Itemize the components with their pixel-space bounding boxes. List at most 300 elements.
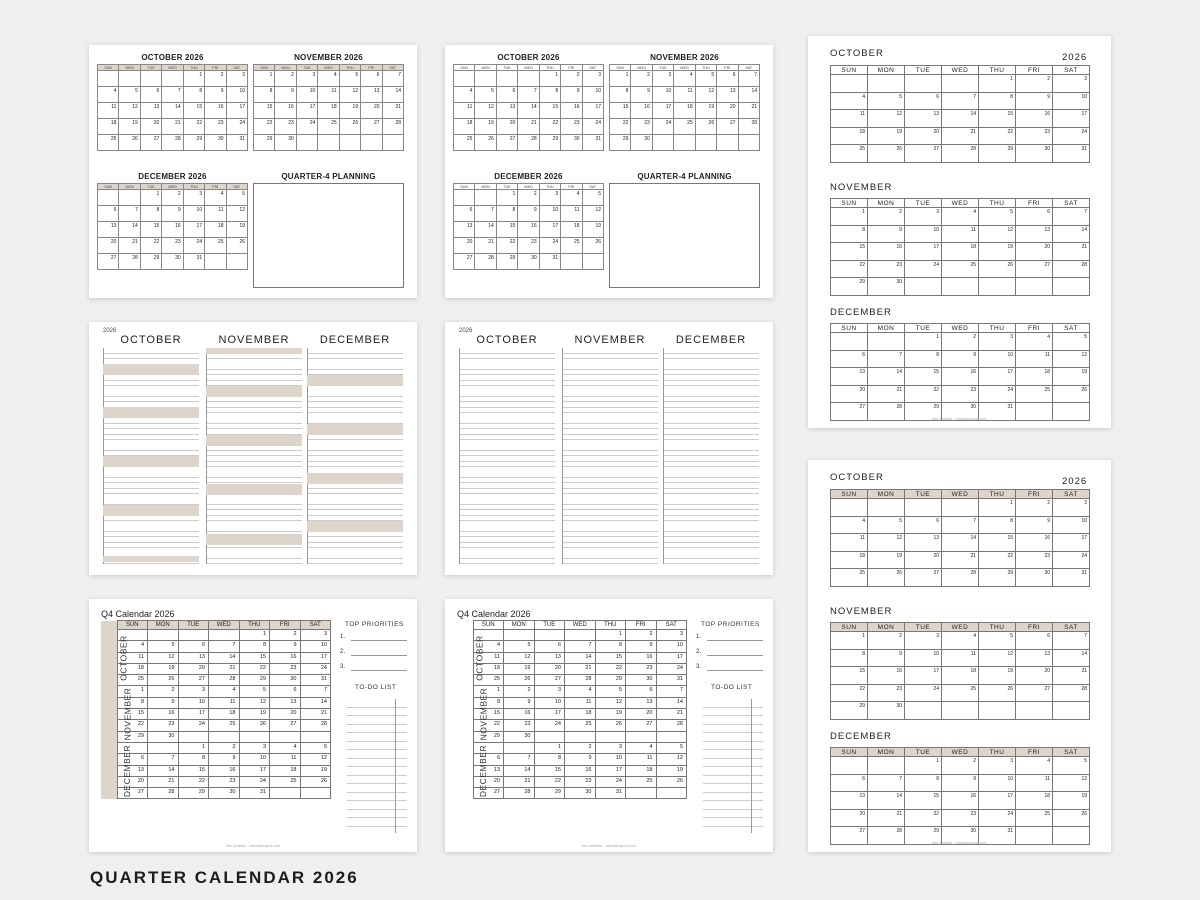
day-cell: 11 [831, 110, 868, 128]
day-cell: 16 [1016, 110, 1053, 128]
day-cell: 24 [534, 720, 565, 731]
week-row [457, 630, 687, 641]
day-cell: 26 [868, 145, 905, 163]
day-cell: 25 [565, 720, 596, 731]
weekday-header: THU [979, 324, 1016, 333]
day-cell: 14 [300, 697, 331, 708]
weekday-header: FRI [1016, 623, 1053, 632]
day-cell: 31 [595, 788, 626, 799]
day-cell [534, 630, 565, 641]
day-cell: 7 [1053, 208, 1090, 226]
week-row [831, 333, 1090, 351]
day-cell: 9 [868, 649, 905, 667]
day-cell: 11 [270, 754, 301, 765]
day-cell: 19 [1053, 792, 1090, 810]
weekday-header: WED [565, 621, 596, 630]
day-cell [209, 630, 240, 641]
weekend-shade [206, 348, 302, 354]
day-cell: 7 [148, 754, 179, 765]
day-cell: 12 [1053, 774, 1090, 792]
day-cell: 2 [148, 686, 179, 697]
day-cell: 29 [140, 254, 161, 270]
day-cell [905, 702, 942, 720]
day-cell: 15 [831, 243, 868, 261]
day-cell: 12 [979, 649, 1016, 667]
footnote: free printable · calendarsquick.com [225, 844, 281, 848]
day-cell: 12 [868, 534, 905, 552]
weekday-header: SAT [582, 65, 603, 71]
day-cell [205, 254, 226, 270]
day-cell: 9 [942, 350, 979, 368]
day-cell: 3 [979, 757, 1016, 775]
day-cell: 18 [942, 667, 979, 685]
day-cell: 6 [140, 87, 161, 103]
day-cell: 7 [738, 71, 759, 87]
corner-cell [457, 621, 473, 630]
weekday-header: SAT [656, 621, 687, 630]
day-cell: 5 [300, 742, 331, 753]
day-cell: 17 [652, 103, 673, 119]
day-cell: 11 [674, 87, 695, 103]
day-cell: 1 [254, 71, 275, 87]
day-cell: 26 [1053, 385, 1090, 403]
weekend-shade [103, 456, 199, 467]
day-cell: 4 [205, 190, 226, 206]
day-cell: 25 [674, 119, 695, 135]
day-cell [905, 278, 942, 296]
week-row [101, 630, 331, 641]
day-cell: 21 [148, 776, 179, 787]
day-cell: 2 [1016, 75, 1053, 93]
day-cell [695, 135, 716, 151]
day-cell [226, 254, 247, 270]
day-cell: 31 [979, 403, 1016, 421]
weekday-header: TUE [534, 621, 565, 630]
page-caption: QUARTER CALENDAR 2026 [90, 868, 359, 887]
day-cell: 27 [831, 403, 868, 421]
weekday-header: FRI [561, 184, 582, 190]
day-cell: 4 [942, 208, 979, 226]
todo-divider [395, 699, 396, 833]
day-cell: 27 [1016, 684, 1053, 702]
day-cell: 30 [868, 278, 905, 296]
day-cell: 20 [454, 238, 475, 254]
day-cell: 20 [140, 119, 161, 135]
day-cell: 17 [1053, 110, 1090, 128]
day-cell: 9 [942, 774, 979, 792]
day-cell: 12 [868, 110, 905, 128]
weekday-header: THU [979, 623, 1016, 632]
day-cell: 13 [1016, 225, 1053, 243]
day-cell: 9 [631, 87, 652, 103]
day-cell: 17 [979, 792, 1016, 810]
day-cell: 29 [979, 145, 1016, 163]
day-cell: 29 [831, 278, 868, 296]
day-cell: 22 [539, 119, 560, 135]
day-cell: 17 [300, 652, 331, 663]
day-cell: 6 [1016, 208, 1053, 226]
day-cell: 28 [868, 827, 905, 845]
day-cell: 26 [595, 720, 626, 731]
day-cell: 4 [209, 686, 240, 697]
day-cell: 27 [626, 720, 657, 731]
day-cell: 14 [868, 792, 905, 810]
weekday-header: THU [979, 748, 1016, 757]
day-cell: 2 [942, 333, 979, 351]
week-row [610, 103, 760, 119]
weekday-header: TUE [905, 199, 942, 208]
month-grid [830, 747, 1090, 845]
day-cell: 27 [361, 119, 382, 135]
weekday-header: MON [275, 65, 296, 71]
week-row [831, 757, 1090, 775]
day-cell: 20 [1016, 243, 1053, 261]
week-row [831, 127, 1090, 145]
weekday-header: FRI [205, 65, 226, 71]
week-row [101, 742, 331, 753]
week-row [98, 222, 248, 238]
day-cell: 11 [831, 534, 868, 552]
week-row [610, 87, 760, 103]
day-cell: 28 [942, 145, 979, 163]
day-cell: 1 [183, 71, 204, 87]
day-cell [239, 731, 270, 742]
day-cell: 28 [565, 675, 596, 686]
day-lines [562, 348, 658, 564]
day-cell: 14 [518, 103, 539, 119]
day-cell: 3 [296, 71, 317, 87]
week-row [101, 641, 331, 652]
footnote: free printable · calendarsquick.com [581, 844, 637, 848]
day-cell: 9 [1016, 516, 1053, 534]
day-cell [300, 731, 331, 742]
day-cell: 20 [496, 119, 517, 135]
day-cell: 13 [717, 87, 738, 103]
week-row [610, 135, 760, 151]
priorities-label: TOP PRIORITIES [345, 621, 404, 628]
week-row [101, 686, 331, 697]
day-cell: 30 [565, 788, 596, 799]
day-cell: 11 [454, 103, 475, 119]
weekday-header: MON [631, 65, 652, 71]
day-cell: 7 [475, 206, 496, 222]
weekend-shade [307, 521, 403, 532]
weekday-header: WED [674, 65, 695, 71]
day-cell: 30 [942, 827, 979, 845]
day-cell: 27 [98, 254, 119, 270]
day-cell: 31 [1053, 569, 1090, 587]
weekend-shade [206, 435, 302, 446]
month-grid [609, 64, 760, 151]
day-cell: 29 [254, 135, 275, 151]
week-row [454, 103, 604, 119]
day-cell: 17 [979, 368, 1016, 386]
day-cell: 28 [209, 675, 240, 686]
day-cell: 9 [518, 206, 539, 222]
day-cell: 30 [1016, 145, 1053, 163]
day-cell: 1 [905, 757, 942, 775]
week-row [254, 103, 404, 119]
day-cell: 14 [382, 87, 403, 103]
day-cell: 19 [595, 709, 626, 720]
day-cell: 31 [183, 254, 204, 270]
day-cell: 25 [831, 569, 868, 587]
day-cell: 26 [504, 675, 535, 686]
day-cell [475, 71, 496, 87]
day-cell: 10 [183, 206, 204, 222]
week-row [454, 135, 604, 151]
day-cell [1016, 278, 1053, 296]
day-cell: 6 [831, 774, 868, 792]
weekday-header: SUN [610, 65, 631, 71]
week-row [101, 776, 331, 787]
week-row [831, 75, 1090, 93]
day-cell: 15 [539, 103, 560, 119]
day-cell: 21 [1053, 667, 1090, 685]
day-cell: 25 [318, 119, 339, 135]
day-cell: 10 [905, 649, 942, 667]
day-cell: 16 [942, 368, 979, 386]
day-cell [868, 75, 905, 93]
day-cell: 2 [565, 742, 596, 753]
week-row [457, 754, 687, 765]
year-label: 2026 [1062, 52, 1088, 63]
day-cell: 23 [626, 663, 657, 674]
day-cell [119, 71, 140, 87]
day-cell [942, 278, 979, 296]
weekend-shade [103, 556, 199, 562]
day-cell: 9 [565, 754, 596, 765]
day-cell [98, 71, 119, 87]
day-cell: 4 [473, 641, 504, 652]
day-cell: 18 [674, 103, 695, 119]
day-cell: 21 [300, 709, 331, 720]
week-row [98, 119, 248, 135]
priority-line [351, 670, 407, 671]
day-cell: 19 [582, 222, 603, 238]
day-cell [717, 135, 738, 151]
month-title: DECEMBER [830, 307, 892, 318]
priority-line [707, 655, 763, 656]
weekday-header: WED [942, 623, 979, 632]
week-row [457, 652, 687, 663]
weekday-header: FRI [626, 621, 657, 630]
day-cell: 11 [626, 754, 657, 765]
day-cell: 2 [205, 71, 226, 87]
priority-number: 2. [696, 649, 702, 655]
day-cell [868, 757, 905, 775]
day-cell: 29 [905, 827, 942, 845]
week-row [831, 569, 1090, 587]
day-cell: 22 [905, 809, 942, 827]
day-cell: 31 [1053, 145, 1090, 163]
day-cell: 1 [595, 630, 626, 641]
day-cell: 17 [656, 652, 687, 663]
weekday-header: MON [868, 66, 905, 75]
day-cell: 20 [361, 103, 382, 119]
day-cell: 24 [178, 720, 209, 731]
day-cell: 6 [534, 641, 565, 652]
month-title: DECEMBER [830, 731, 892, 742]
day-cell [496, 71, 517, 87]
day-cell: 22 [117, 720, 148, 731]
weekend-shade [307, 375, 403, 386]
day-cell: 28 [504, 788, 535, 799]
day-cell [674, 135, 695, 151]
month-side-label: DECEMBER [478, 744, 489, 797]
week-row [98, 87, 248, 103]
day-cell: 4 [831, 92, 868, 110]
day-cell: 1 [539, 71, 560, 87]
day-cell: 13 [905, 110, 942, 128]
weekday-header: WED [942, 66, 979, 75]
day-cell: 8 [905, 350, 942, 368]
weekday-header: FRI [1016, 490, 1053, 499]
day-cell: 11 [942, 649, 979, 667]
day-cell: 11 [1016, 774, 1053, 792]
day-cell: 10 [979, 774, 1016, 792]
day-cell [119, 190, 140, 206]
day-cell: 2 [162, 190, 183, 206]
weekday-header: FRI [1016, 748, 1053, 757]
day-cell [270, 788, 301, 799]
week-row [831, 516, 1090, 534]
week-row [831, 368, 1090, 386]
weekday-header: THU [695, 65, 716, 71]
day-cell: 25 [205, 238, 226, 254]
week-row [457, 686, 687, 697]
day-cell: 26 [119, 135, 140, 151]
day-cell: 9 [1016, 92, 1053, 110]
day-cell [209, 731, 240, 742]
day-cell: 15 [979, 110, 1016, 128]
weekday-header: TUE [496, 184, 517, 190]
day-cell: 31 [582, 135, 603, 151]
weekday-header: SAT [1053, 623, 1090, 632]
day-cell: 23 [205, 119, 226, 135]
day-cell: 22 [905, 385, 942, 403]
weekday-header: WED [942, 199, 979, 208]
day-cell: 16 [205, 103, 226, 119]
day-cell: 6 [361, 71, 382, 87]
day-cell [475, 190, 496, 206]
day-cell: 2 [561, 71, 582, 87]
day-cell: 25 [209, 720, 240, 731]
planning-title: QUARTER-4 PLANNING [637, 172, 732, 181]
week-row [831, 278, 1090, 296]
day-cell: 6 [454, 206, 475, 222]
day-cell: 17 [539, 222, 560, 238]
day-cell: 26 [656, 776, 687, 787]
day-cell: 7 [162, 87, 183, 103]
day-cell [504, 630, 535, 641]
day-cell: 13 [140, 103, 161, 119]
day-cell: 10 [296, 87, 317, 103]
day-cell: 10 [979, 350, 1016, 368]
day-cell: 5 [582, 190, 603, 206]
week-row [457, 663, 687, 674]
day-cell: 20 [473, 776, 504, 787]
day-cell: 9 [148, 697, 179, 708]
week-row [101, 765, 331, 776]
day-cell [626, 731, 657, 742]
day-cell: 30 [504, 731, 535, 742]
day-cell: 21 [868, 385, 905, 403]
day-cell: 16 [868, 243, 905, 261]
day-cell: 4 [831, 516, 868, 534]
day-cell: 11 [318, 87, 339, 103]
sheet-quarter-grid-tinted [89, 45, 417, 298]
day-cell [1053, 278, 1090, 296]
weekday-header: WED [518, 65, 539, 71]
day-cell: 3 [582, 71, 603, 87]
week-row [101, 731, 331, 742]
week-row [831, 684, 1090, 702]
day-cell: 14 [475, 222, 496, 238]
day-cell: 6 [905, 516, 942, 534]
day-cell: 27 [905, 569, 942, 587]
day-cell: 20 [534, 663, 565, 674]
week-row [457, 675, 687, 686]
day-cell: 18 [831, 127, 868, 145]
week-row [831, 702, 1090, 720]
day-cell [534, 731, 565, 742]
weekday-header: SUN [98, 65, 119, 71]
day-cell: 5 [1053, 333, 1090, 351]
week-row [831, 350, 1090, 368]
day-cell: 22 [140, 238, 161, 254]
day-cell: 21 [656, 709, 687, 720]
day-cell: 20 [1016, 667, 1053, 685]
month-grid [830, 323, 1090, 421]
day-cell: 13 [831, 368, 868, 386]
day-cell: 18 [626, 765, 657, 776]
day-cell: 21 [868, 809, 905, 827]
day-cell: 14 [504, 765, 535, 776]
day-cell [831, 499, 868, 517]
day-cell: 25 [454, 135, 475, 151]
day-cell: 23 [275, 119, 296, 135]
weekday-header: SAT [1053, 199, 1090, 208]
day-cell: 28 [1053, 260, 1090, 278]
day-cell: 12 [119, 103, 140, 119]
q4-title: Q4 Calendar 2026 [457, 609, 531, 619]
day-cell: 6 [626, 686, 657, 697]
day-cell: 7 [942, 92, 979, 110]
week-row [831, 632, 1090, 650]
day-cell: 29 [595, 675, 626, 686]
day-cell: 20 [831, 809, 868, 827]
weekday-header: TUE [905, 66, 942, 75]
day-cell: 7 [382, 71, 403, 87]
day-cell: 17 [582, 103, 603, 119]
weekday-header: MON [119, 65, 140, 71]
week-row [457, 788, 687, 799]
weekday-header: SAT [226, 184, 247, 190]
day-cell: 25 [98, 135, 119, 151]
day-cell: 28 [148, 788, 179, 799]
weekday-header: FRI [361, 65, 382, 71]
day-cell: 19 [339, 103, 360, 119]
day-cell: 5 [868, 92, 905, 110]
week-row [454, 87, 604, 103]
day-cell: 1 [178, 742, 209, 753]
week-row [831, 499, 1090, 517]
day-cell: 13 [626, 697, 657, 708]
day-cell: 19 [148, 663, 179, 674]
day-cell: 9 [205, 87, 226, 103]
weekday-header: WED [209, 621, 240, 630]
